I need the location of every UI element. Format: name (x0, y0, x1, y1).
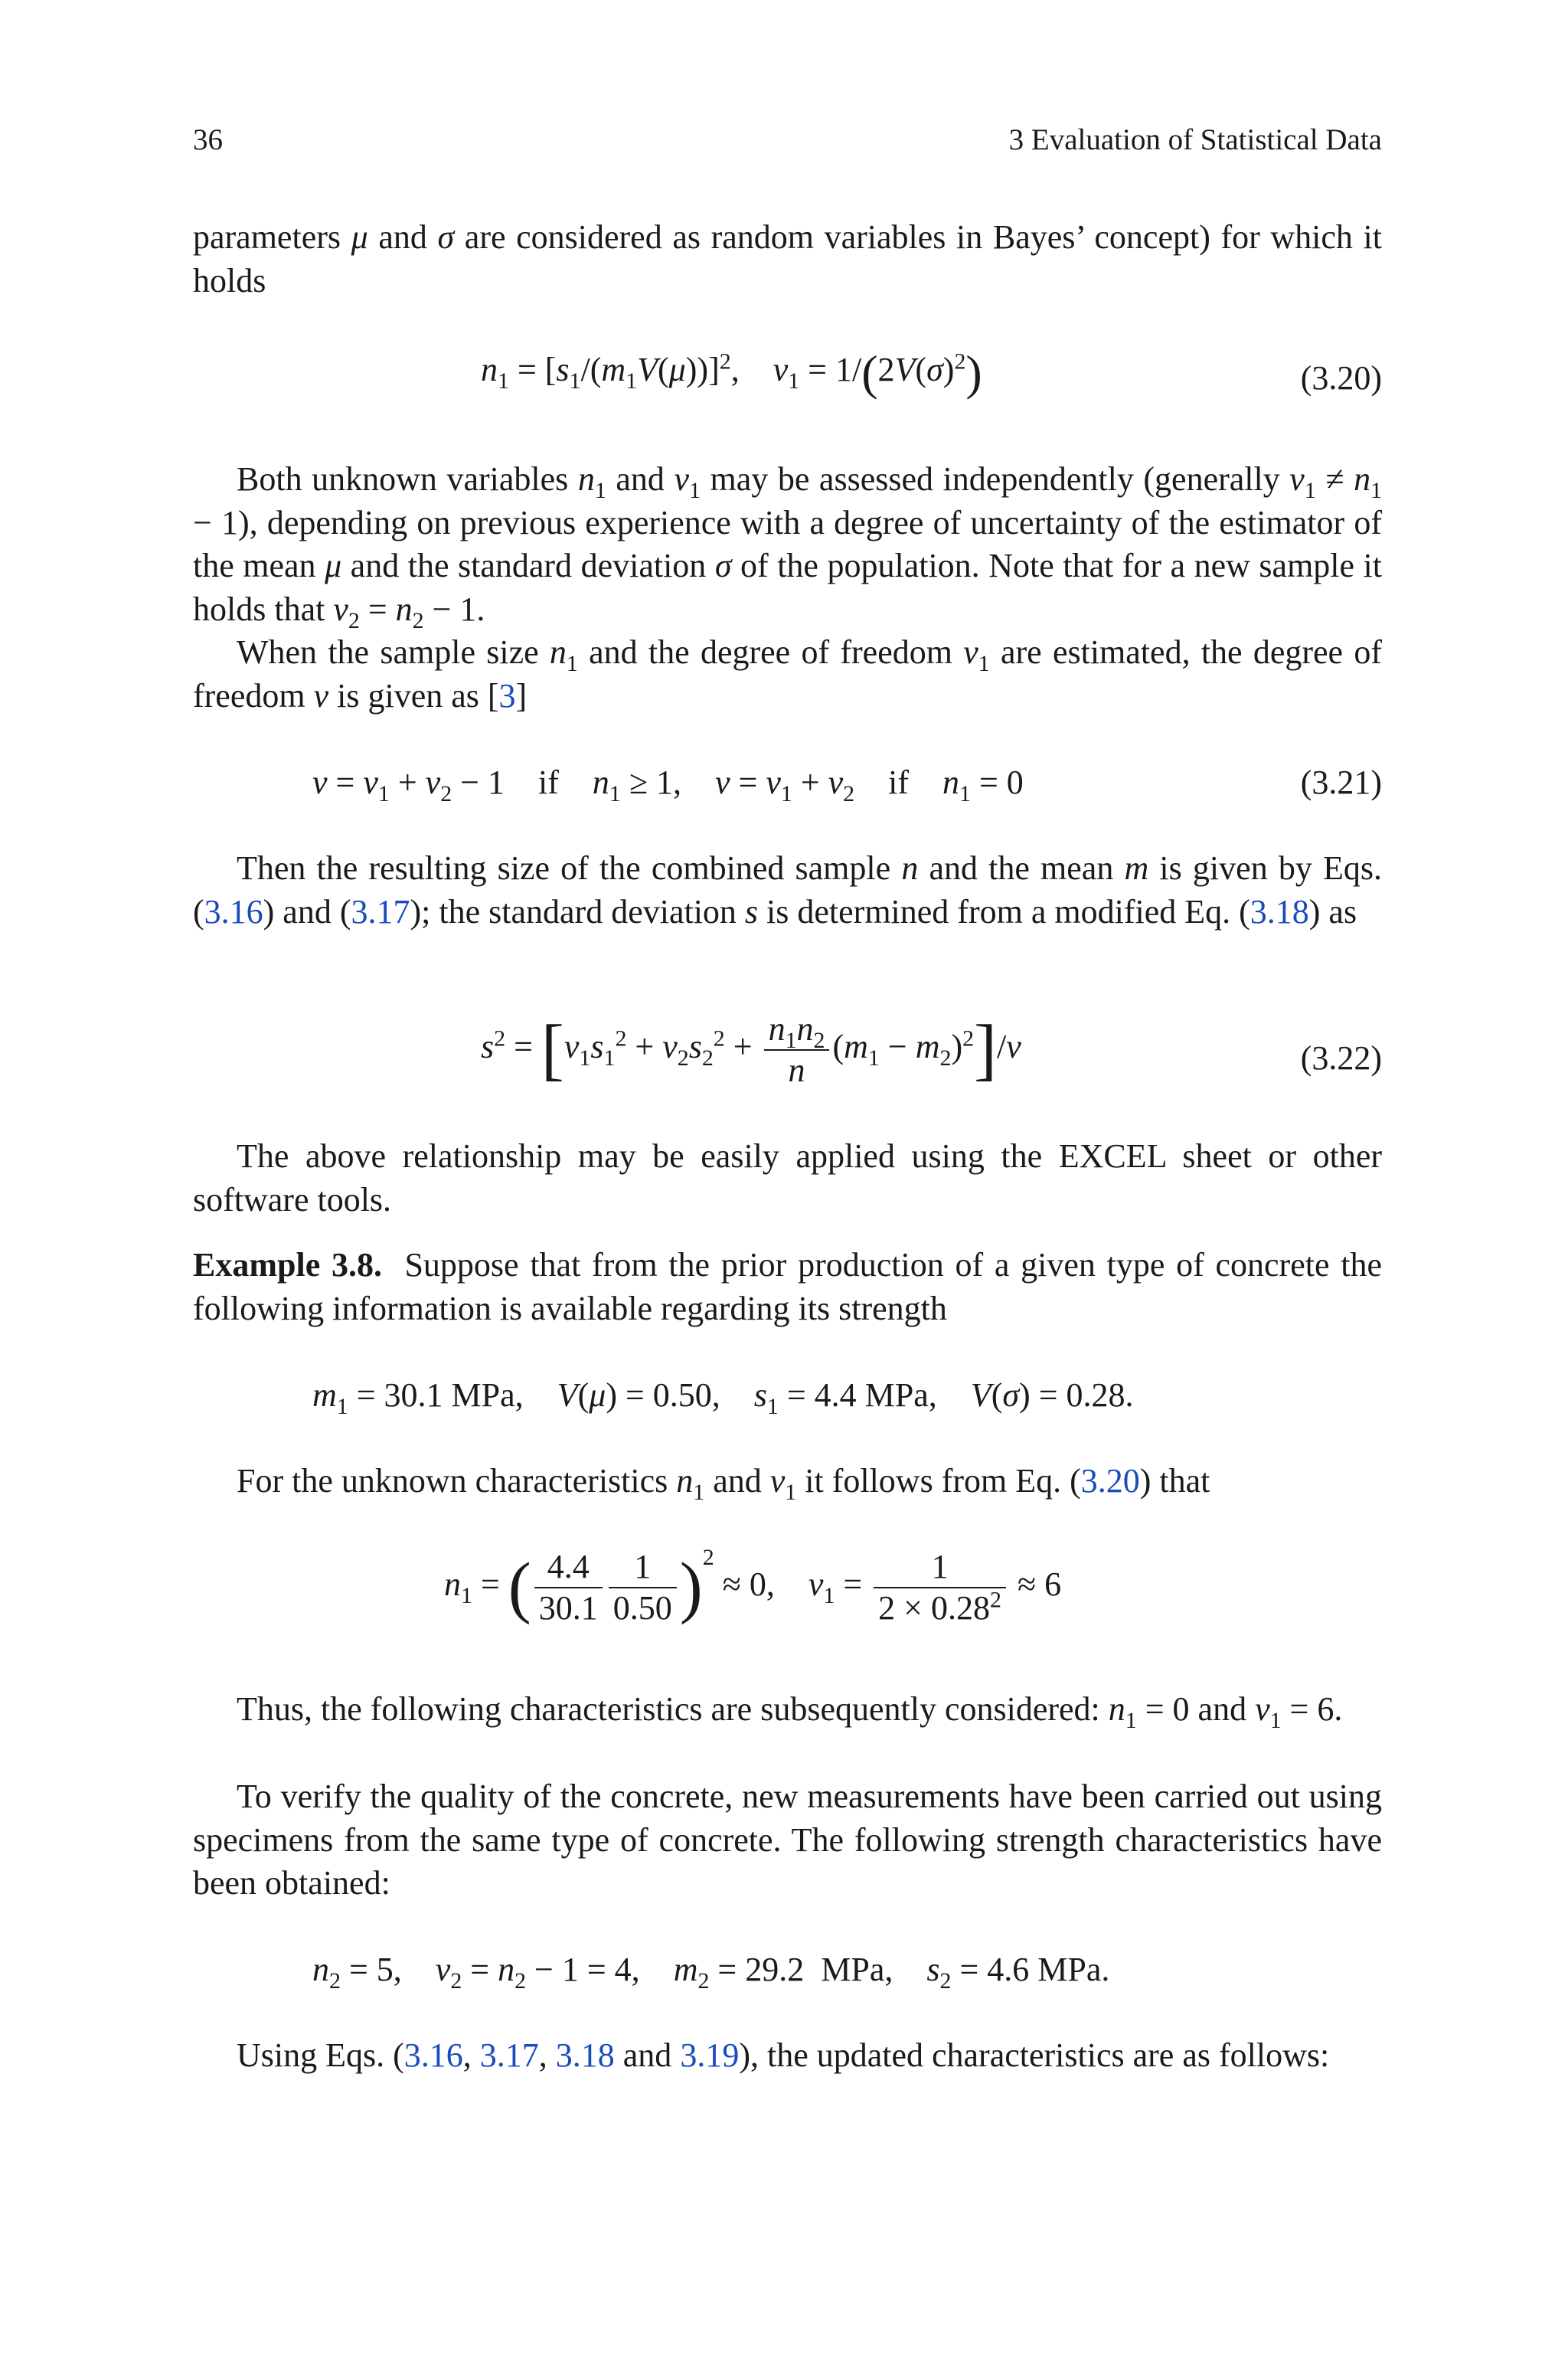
citation-link-3-16[interactable]: 3.16 (204, 892, 263, 931)
equation-number-3-21: (3.21) (1300, 764, 1382, 801)
page-number: 36 (193, 123, 223, 156)
paragraph-excel: The above relationship may be easily applied using the EXCEL sheet or other software tools. (193, 1137, 1382, 1218)
paragraph-degree-of-freedom: When the sample size $n_1$ and the degree of freedom $\nu_1$ are estimated, the degree of freedom ν is given as [3] (193, 633, 1383, 715)
equation-prior-values: $m_1 = 30.1$ MPa, V(μ) = 0.50, $s_1 = 4.4$ MPa, V(σ) = 0.28. (312, 1376, 1134, 1419)
citation-link-3-17[interactable]: 3.17 (479, 2036, 539, 2074)
citation-link-3-19[interactable]: 3.19 (680, 2036, 740, 2074)
equation-number-3-22: (3.22) (1300, 1039, 1382, 1077)
paragraph-unknown-variables: Both unknown variables $n_1$ and $\nu_1$ may be assessed independently (generally $\nu_1 \ne n_1 - 1$), depending on previous experience with a degree of uncertainty of the estimator of the mean μ and the standard deviation σ of the population. Note that for a new sample it holds that $\nu_2 = n_2 - 1$. (193, 460, 1383, 633)
paragraph-verify-quality: To verify the quality of the concrete, new measurements have been carried out using specimens from the same type of concrete. The following strength characteristics have been obtained: (193, 1778, 1382, 1902)
paragraph-combined-sample: Then the resulting size of the combined sample n and the mean m is given by Eqs. (3.16) and (3.17); the standard deviation s is determined from a modified Eq. (3.18) as (193, 849, 1382, 931)
citation-link-3-17[interactable]: 3.17 (351, 892, 410, 931)
paragraph-unknown-characteristics: For the unknown characteristics $n_1$ and $\nu_1$ it follows from Eq. (3.20) that (237, 1462, 1210, 1505)
approx-six: ≈ 6 (1017, 1565, 1062, 1604)
equation-3-22: $s^2 = [\nu_1s_1^2 + \nu_2s_2^2$ + $\frac{n_1n_2}{n}$ $(m_1 - m_2)^2]/\nu$ (481, 1010, 1021, 1089)
equation-new-sample-values: $n_2 = 5$, $\nu_2 = n_2 - 1 = 4$, $m_2 = 29.2$ MPa, $s_2 = 4.6$ MPa. (312, 1951, 1110, 1994)
equation-3-20: $n_1 = [s_1/(m_1V(\mu))]^2$, $\nu_1 = 1/(2V(\sigma)^2)$ (481, 345, 982, 400)
equation-3-21: $\nu = \nu_1 + \nu_2 - 1$ if $n_1 \ge 1$, $\nu = \nu_1 + \nu_2$ if $n_1 = 0$ (312, 764, 1024, 806)
citation-link-3-18[interactable]: 3.18 (1250, 892, 1309, 931)
approx-zero: ≈ 0, (722, 1565, 775, 1604)
citation-link-3-20[interactable]: 3.20 (1080, 1462, 1140, 1500)
paragraph-example-3-8: Example 3.8. Suppose that from the prior production of a given type of concrete the following information is available regarding its strength (193, 1246, 1382, 1327)
citation-link-3-16[interactable]: 3.16 (403, 2036, 463, 2074)
example-label: Example 3.8. (193, 1246, 382, 1284)
equation-n1-nu1-estimate: $n_1$ = ( $\frac{4.4}{30.1}$ $\frac{1}{0.50}$ )$^2$ ≈ 0, $\nu_1$ = $\frac{1}{2 \times 0.28^2}$ ≈ 6 (444, 1545, 1062, 1627)
paragraph-thus: Thus, the following characteristics are subsequently considered: $n_1 = 0$ and $\nu_1 = 6$. (237, 1690, 1343, 1733)
fraction-numerator: 1 (874, 1547, 1006, 1588)
fraction-numerator: 4.4 (534, 1547, 603, 1588)
paragraph-intro: parameters μ and σ are considered as random variables in Bayes’ concept) for which it holds (193, 218, 1382, 299)
running-title: 3 Evaluation of Statistical Data (1008, 123, 1382, 156)
fraction-denominator-nu1: $2 \times 0.28^2$ (878, 1587, 1001, 1627)
fraction-numerator: 1 (609, 1547, 677, 1588)
paragraph-updated-characteristics: Using Eqs. (3.16, 3.17, 3.18 and 3.19), the updated characteristics are as follows: (237, 2036, 1330, 2074)
fraction-denominator: 0.50 (612, 1589, 672, 1627)
citation-link-3[interactable]: 3 (498, 676, 516, 715)
citation-link-3-18[interactable]: 3.18 (555, 2036, 615, 2074)
equation-number-3-20: (3.20) (1300, 359, 1382, 397)
fraction-denominator: 30.1 (538, 1589, 598, 1627)
